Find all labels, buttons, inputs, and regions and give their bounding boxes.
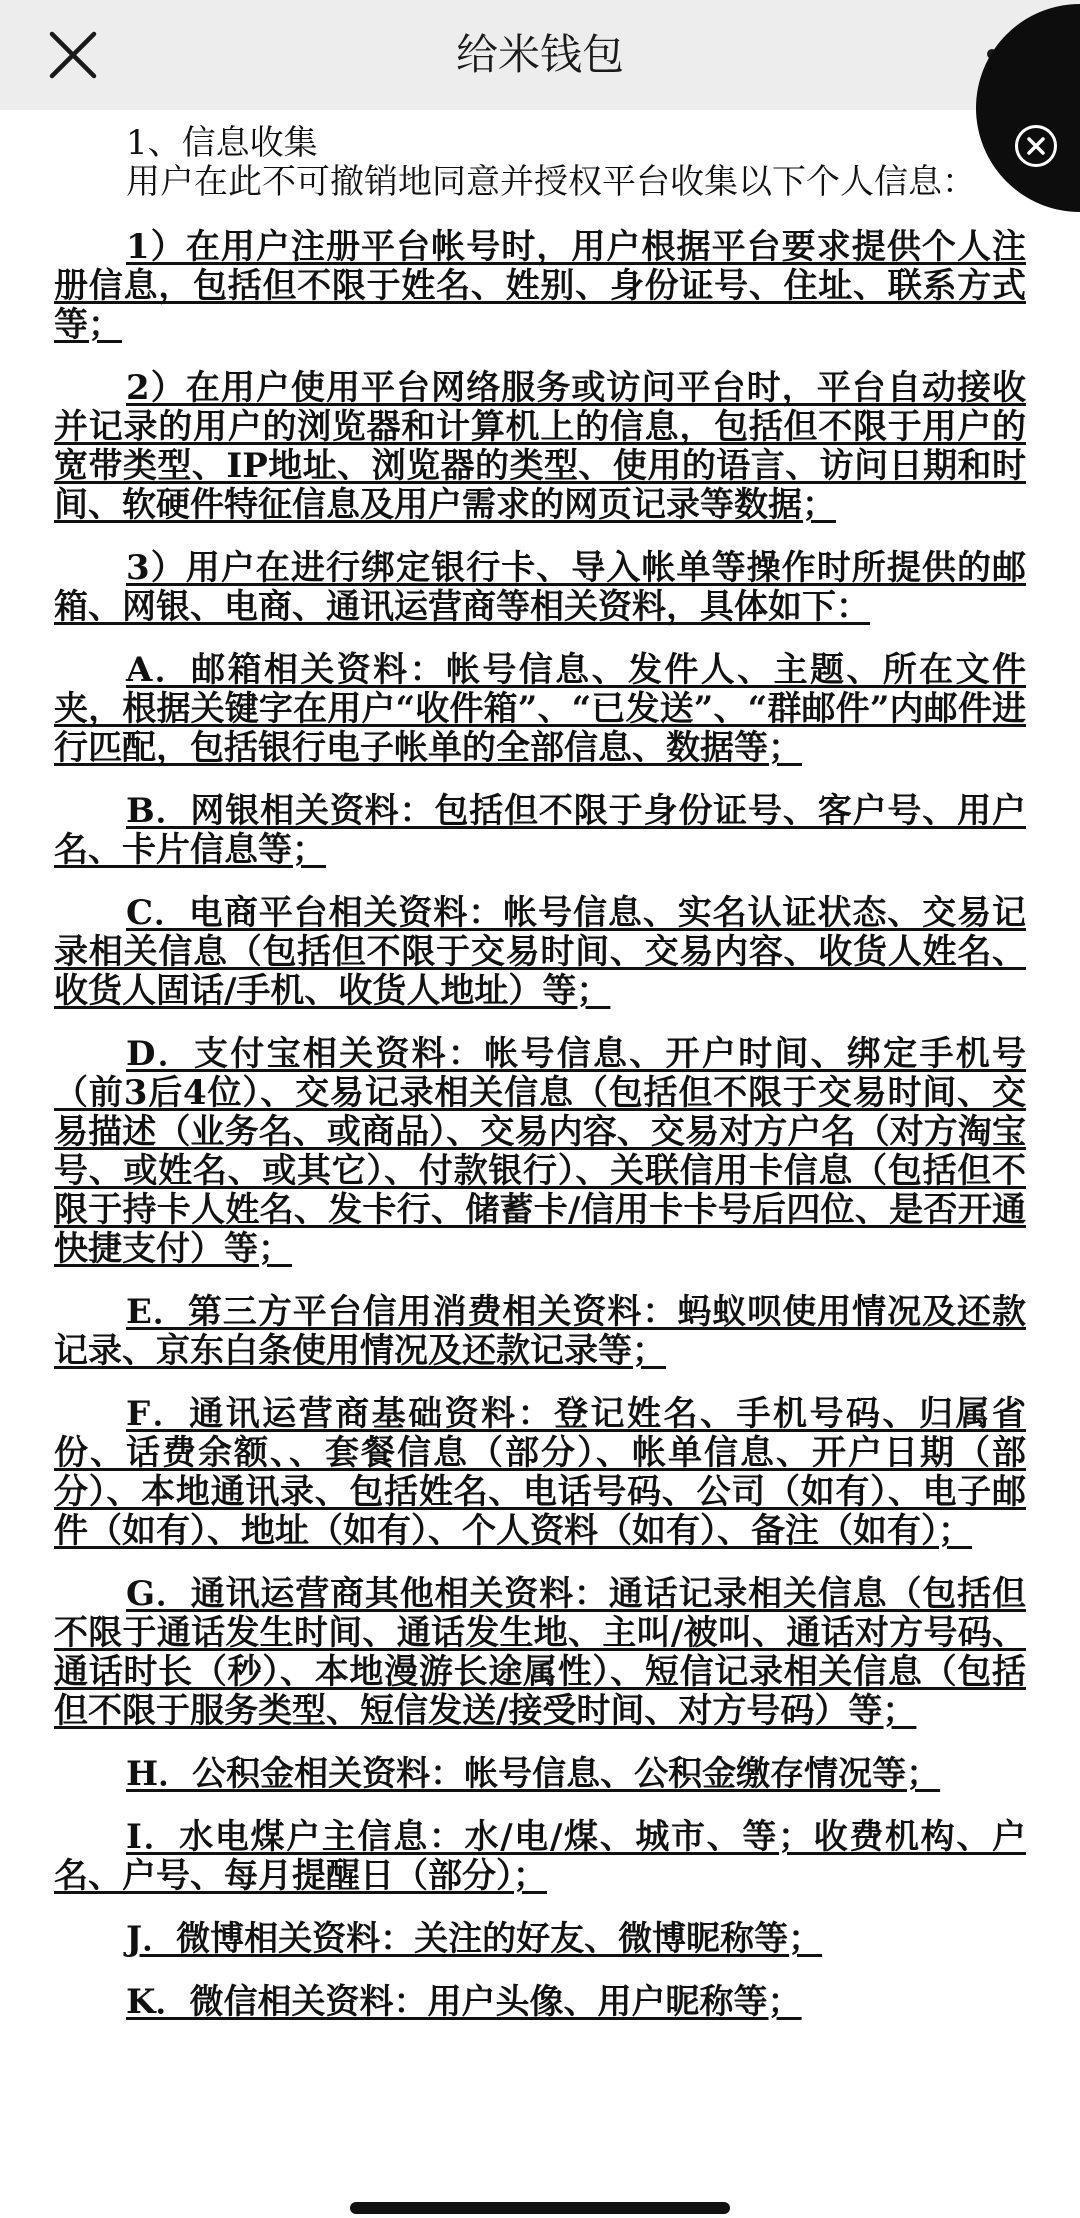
page-title: 给米钱包 [455, 30, 624, 79]
section-intro: 用户在此不可撤销地同意并授权平台收集以下个人信息： [126, 162, 976, 202]
agreement-document [54, 124, 1026, 2022]
clause-h-housing-fund: H．公积金相关资料：帐号信息、公积金缴存情况等； [126, 1754, 941, 1794]
close-circle-icon[interactable] [1014, 124, 1058, 168]
clause-3: 3）用户在进行绑定银行卡、导入帐单等操作时所提供的邮箱、网银、电商、通讯运营商等相关资料，具体如下： [54, 548, 1026, 627]
clause-2: 2）在用户使用平台网络服务或访问平台时，平台自动接收并记录的用户的浏览器和计算机上的信息，包括但不限于用户的宽带类型、IP地址、浏览器的类型、使用的语言、访问日期和时间、软硬件特征信息及用户需求的网页记录等数据； [54, 368, 1026, 525]
home-indicator[interactable] [350, 2202, 730, 2214]
clause-i-utilities: I．水电煤户主信息：水/电/煤、城市、等；收费机构、户名、户号、每月提醒日（部分）； [54, 1817, 1026, 1896]
clause-b-online-banking: B．网银相关资料：包括但不限于身份证号、客户号、用户名、卡片信息等； [54, 791, 1026, 870]
clause-k-wechat: K．微信相关资料：用户头像、用户昵称等； [126, 1982, 802, 2022]
top-nav-bar [0, 0, 1080, 110]
clause-j-weibo: J．微博相关资料：关注的好友、微博昵称等； [126, 1919, 823, 1959]
clause-a-email: A．邮箱相关资料：帐号信息、发件人、主题、所在文件夹，根据关键字在用户“收件箱”、“已发送”、“群邮件”内邮件进行匹配，包括银行电子帐单的全部信息、数据等； [54, 650, 1026, 768]
clause-f-carrier-basic: F．通讯运营商基础资料：登记姓名、手机号码、归属省份、话费余额、、套餐信息（部分）、帐单信息、开户日期（部分）、本地通讯录、包括姓名、电话号码、公司（如有）、电子邮件（如有）、地址（如有）、个人资料（如有）、备注（如有）； [54, 1394, 1026, 1551]
section-heading: 1、信息收集 [126, 123, 318, 163]
clause-e-third-party-credit: E．第三方平台信用消费相关资料：蚂蚁呗使用情况及还款记录、京东白条使用情况及还款记录等； [54, 1292, 1026, 1371]
clause-1: 1）在用户注册平台帐号时，用户根据平台要求提供个人注册信息，包括但不限于姓名、姓别、身份证号、住址、联系方式等； [54, 227, 1026, 345]
clause-c-ecommerce: C．电商平台相关资料：帐号信息、实名认证状态、交易记录相关信息（包括但不限于交易时间、交易内容、收货人姓名、收货人固话/手机、收货人地址）等； [54, 893, 1026, 1011]
clause-g-carrier-other: G．通讯运营商其他相关资料：通话记录相关信息（包括但不限于通话发生时间、通话发生地、主叫/被叫、通话对方号码、通话时长（秒）、本地漫游长途属性）、短信记录相关信息（包括但不限于服务类型、短信发送/接受时间、对方号码）等； [54, 1574, 1026, 1731]
clause-d-alipay: D．支付宝相关资料：帐号信息、开户时间、绑定手机号（前3后4位）、交易记录相关信息（包括但不限于交易时间、交易描述（业务名、或商品）、交易内容、交易对方户名（对方淘宝号、或姓名、或其它）、付款银行）、关联信用卡信息（包括但不限于持卡人姓名、发卡行、储蓄卡/信用卡卡号后四位、是否开通快捷支付）等； [54, 1034, 1026, 1269]
